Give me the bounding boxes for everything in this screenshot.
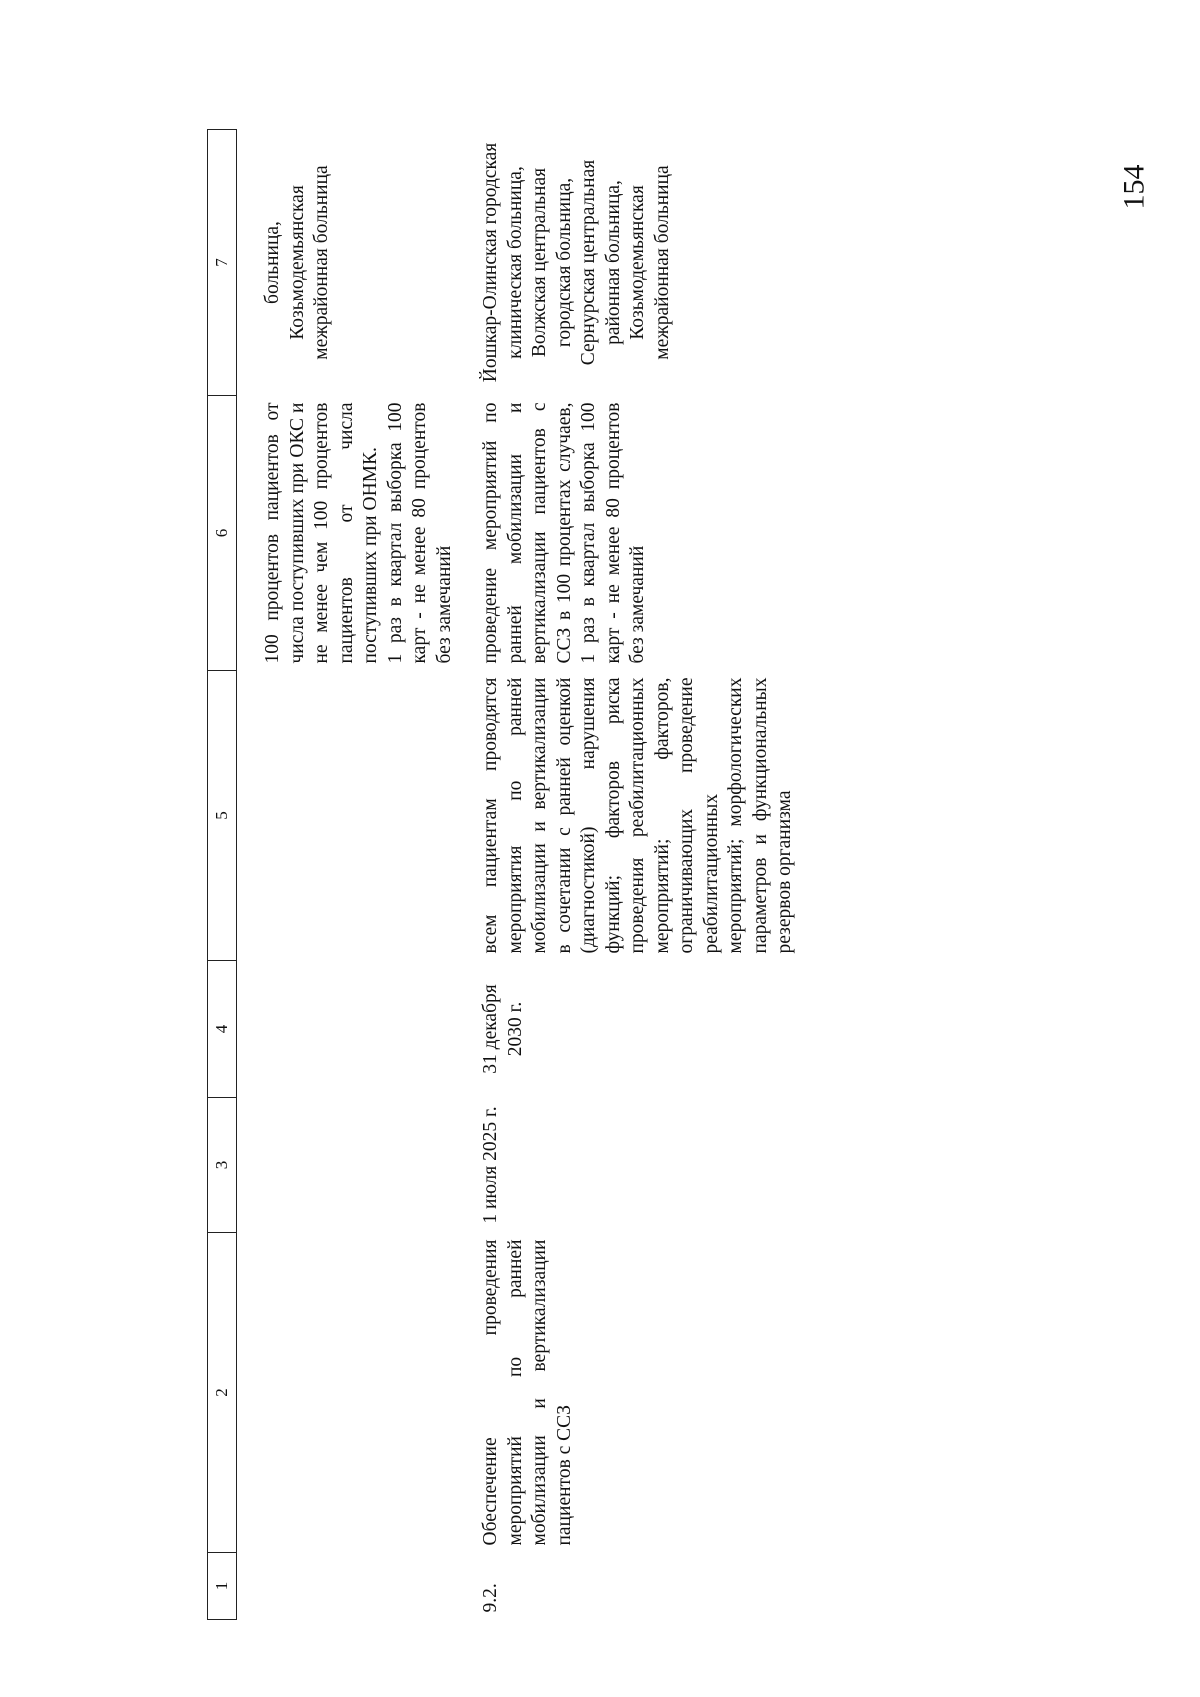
activity-description: всем пациентам проводятся мероприятия по ранней мобилизации и вертикализации в сочетании с ранней оценкой (диагностикой) нарушения функций; факторов риска проведения реабилитационных мероприятий; факторов, ограничивающих проведение реабилитационных мероприятий; морфологических параметров и функциональных резервов организма (480, 677, 795, 954)
start-date-cell (463, 1098, 798, 1233)
column-number-4: 4 (208, 961, 237, 1098)
end-date-cell (463, 961, 798, 1098)
activity-name: Обеспечение проведения мероприятий по ранней мобилизации и вертикализации пациентов с ССЗ (480, 1239, 575, 1546)
row-number: 9.2. (480, 1583, 501, 1613)
criteria-cell (463, 396, 798, 671)
responsible-organizations: Йошкар-Олинская городская клиническая больница, Волжская центральная городская больница, Сернурская центральная районная больница, Козьмодемьянская межрайонная больница (480, 142, 673, 383)
page-number: 154 (1117, 164, 1151, 210)
continuation-criteria-cell (237, 396, 464, 671)
start-date: 1 июля 2025 г. (480, 1106, 501, 1224)
column-number-5: 5 (208, 671, 237, 961)
column-number-row (208, 130, 237, 1620)
plan-table (207, 129, 798, 1620)
column-number-7: 7 (208, 130, 237, 396)
column-number-1: 1 (208, 1553, 237, 1620)
rotated-table-container (207, 130, 1200, 1620)
continuation-responsible-cell (237, 130, 464, 396)
continuation-responsible-text: больница, Козьмодемьянская межрайонная больница (262, 165, 332, 360)
table-row-9-2 (463, 130, 798, 1620)
description-cell (463, 671, 798, 961)
column-number-2: 2 (208, 1233, 237, 1553)
performance-criteria: проведение мероприятий по ранней мобилизации и вертикализации пациентов с ССЗ в 100 процентах случаев, 1 раз в квартал выборка 100 карт - не менее 80 процентов без замечаний (480, 402, 648, 664)
continuation-row (237, 130, 464, 1620)
end-date: 31 декабря 2030 г. (480, 984, 526, 1074)
responsible-cell (463, 130, 798, 396)
column-number-6: 6 (208, 396, 237, 671)
column-number-3: 3 (208, 1098, 237, 1233)
row-number-cell (463, 1553, 798, 1620)
continuation-criteria-text: 100 процентов пациентов от числа поступивших при ОКС и не менее чем 100 процентов пациентов от числа поступивших при ОНМК. 1 раз в квартал выборка 100 карт - не менее 80 процентов без замечаний (262, 402, 455, 664)
activity-name-cell (463, 1233, 798, 1553)
